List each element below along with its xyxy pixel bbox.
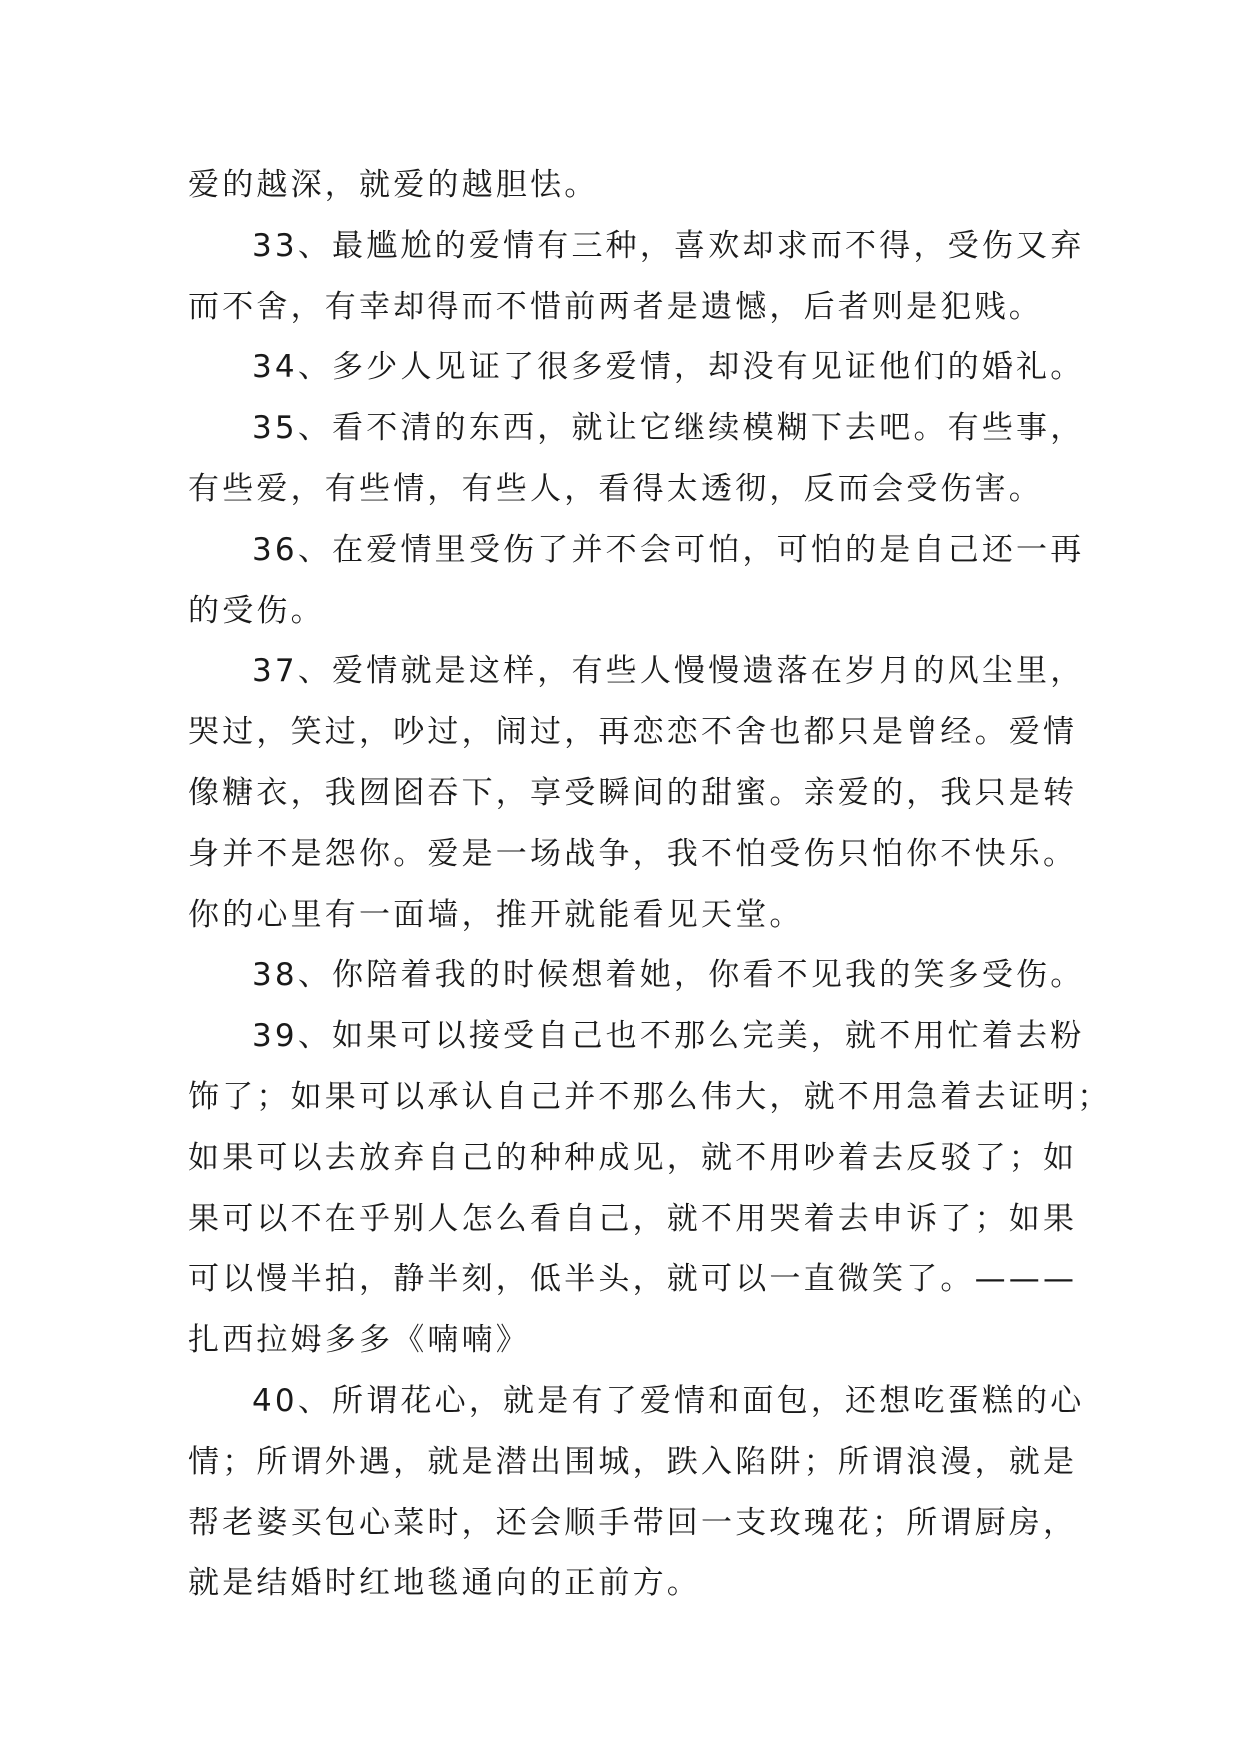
paragraph-40 (188, 1371, 1085, 1614)
paragraph-39 (188, 1006, 1112, 1371)
text-line: 扎西拉姆多多《喃喃》 (188, 1322, 530, 1359)
text-line: 而不舍，有幸却得而不惜前两者是遗憾，后者则是犯贱。 (188, 288, 1043, 325)
text-line: 34、多少人见证了很多爱情，却没有见证他们的婚礼。 (252, 349, 1085, 386)
text-line: 33、最尴尬的爱情有三种，喜欢却求而不得，受伤又弃 (252, 227, 1085, 264)
text-line: 可以慢半拍，静半刻，低半头，就可以一直微笑了。——— (188, 1261, 1078, 1298)
text-line: 36、在爱情里受伤了并不会可怕，可怕的是自己还一再 (252, 531, 1085, 568)
paragraph-34 (188, 337, 1085, 398)
text-line: 38、你陪着我的时候想着她，你看不见我的笑多受伤。 (252, 957, 1085, 994)
text-line: 你的心里有一面墙，推开就能看见天堂。 (188, 896, 804, 933)
document-body (188, 155, 1112, 1614)
text-line: 就是结婚时红地毯通向的正前方。 (188, 1565, 701, 1602)
text-line: 37、爱情就是这样，有些人慢慢遗落在岁月的风尘里， (252, 653, 1085, 690)
text-line: 帮老婆买包心菜时，还会顺手带回一支玫瑰花；所谓厨房， (188, 1504, 1078, 1541)
text-line: 饰了；如果可以承认自己并不那么伟大，就不用急着去证明； (188, 1078, 1112, 1115)
text-line: 39、如果可以接受自己也不那么完美，就不用忙着去粉 (252, 1018, 1085, 1055)
paragraph-intro (188, 155, 1068, 216)
text-line: 如果可以去放弃自己的种种成见，就不用吵着去反驳了；如 (188, 1139, 1078, 1176)
paragraph-38 (188, 945, 1085, 1006)
text-line: 40、所谓花心，就是有了爱情和面包，还想吃蛋糕的心 (252, 1382, 1085, 1419)
text-line: 爱的越深，就爱的越胆怯。 (188, 167, 599, 203)
text-line: 果可以不在乎别人怎么看自己，就不用哭着去申诉了；如果 (188, 1200, 1078, 1237)
text-line: 35、看不清的东西，就让它继续模糊下去吧。有些事， (252, 410, 1085, 447)
paragraph-37 (188, 641, 1085, 945)
text-line: 身并不是怨你。爱是一场战争，我不怕受伤只怕你不快乐。 (188, 835, 1078, 872)
text-line: 哭过，笑过，吵过，闹过，再恋恋不舍也都只是曾经。爱情 (188, 714, 1078, 751)
text-line: 像糖衣，我囫囵吞下，享受瞬间的甜蜜。亲爱的，我只是转 (188, 774, 1078, 811)
paragraph-36 (188, 520, 1085, 642)
text-line: 情；所谓外遇，就是潜出围城，跌入陷阱；所谓浪漫，就是 (188, 1443, 1078, 1480)
paragraph-35 (188, 398, 1085, 520)
text-line: 有些爱，有些情，有些人，看得太透彻，反而会受伤害。 (188, 470, 1043, 507)
paragraph-33 (188, 216, 1085, 338)
text-line: 的受伤。 (188, 592, 325, 629)
